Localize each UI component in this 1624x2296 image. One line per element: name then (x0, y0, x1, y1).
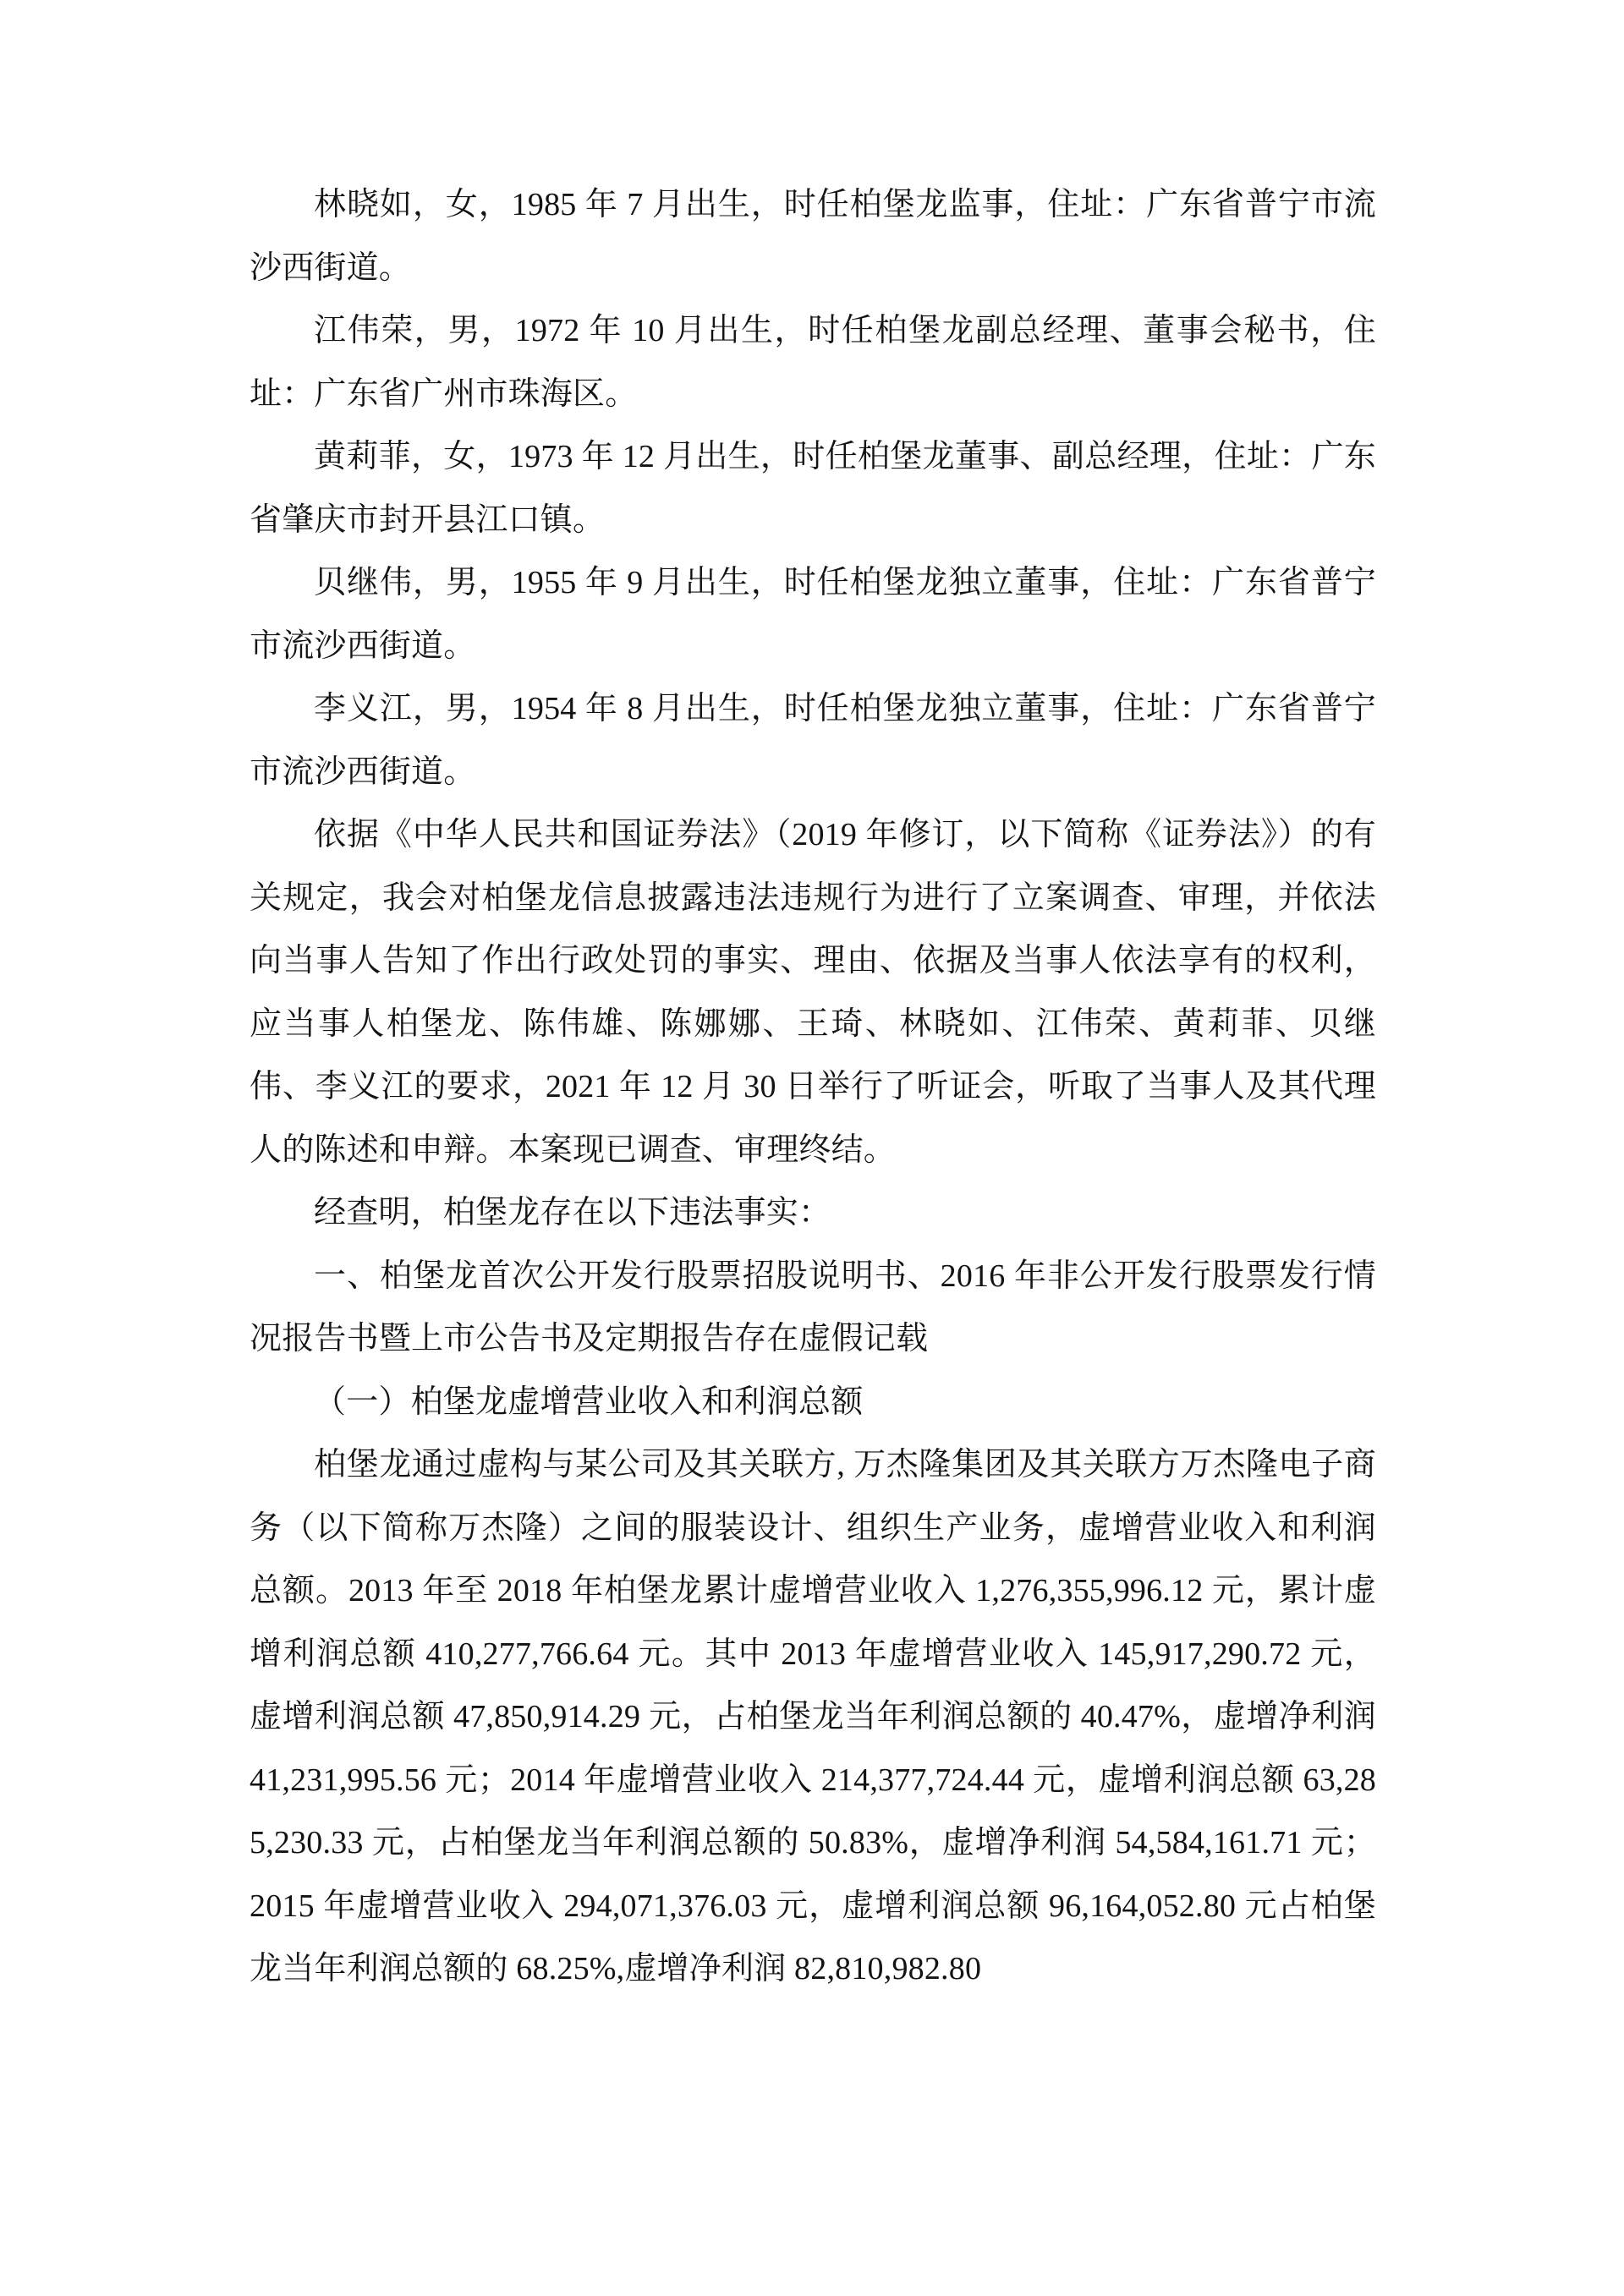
paragraph-legal-basis: 依据《中华人民共和国证券法》（2019 年修订，以下简称《证券法》）的有关规定，我会对柏堡龙信息披露违法违规行为进行了立案调查、审理，并依法向当事人告知了作出行政处罚的事实、理由、依据及当事人依法享有的权利，应当事人柏堡龙、陈伟雄、陈娜娜、王琦、林晓如、江伟荣、黄莉菲、贝继伟、李义江的要求，2021 年 12 月 30 日举行了听证会，听取了当事人及其代理人的陈述和申辩。本案现已调查、审理终结。 (250, 817, 1376, 1168)
paragraph-findings-intro: 经查明，柏堡龙存在以下违法事实： (314, 1195, 831, 1230)
paragraph-section-one-heading: 一、柏堡龙首次公开发行股票招股说明书、2016 年非公开发行股票发行情况报告书暨上市公告书及定期报告存在虚假记载 (250, 1258, 1376, 1356)
page-text-body (250, 173, 1376, 2001)
paragraph-inflation-detail: 柏堡龙通过虚构与某公司及其关联方, 万杰隆集团及其关联方万杰隆电子商务（以下简称万杰隆）之间的服装设计、组织生产业务，虚增营业收入和利润总额。2013 年至 2018 年柏堡龙累计虚增营业收入 1,276,355,996.12 元，累计虚增利润总额 410,277,766.64 元。其中 2013 年虚增营业收入 145,917,290.72 元，虚增利润总额 47,850,914.29 元，占柏堡龙当年利润总额的 40.47%，虚增净利润 41,231,995.56 元；2014 年虚增营业收入 214,377,724.44 元，虚增利润总额 63,285,230.33 元，占柏堡龙当年利润总额的 50.83%，虚增净利润 54,584,161.71 元；2015 年虚增营业收入 294,071,376.03 元，虚增利润总额 96,164,052.80 元占柏堡龙当年利润总额的 68.25%,虚增净利润 82,810,982.80 (250, 1447, 1376, 1986)
paragraph-subsection-one-heading: （一）柏堡龙虚增营业收入和利润总额 (314, 1384, 864, 1420)
paragraph-li-yijiang: 李义江，男，1954 年 8 月出生，时任柏堡龙独立董事，住址：广东省普宁市流沙西街道。 (250, 691, 1376, 790)
paragraph-huang-lifei: 黄莉菲，女，1973 年 12 月出生，时任柏堡龙董事、副总经理，住址：广东省肇庆市封开县江口镇。 (250, 439, 1376, 538)
paragraph-lin-xiaoru: 林晓如，女，1985 年 7 月出生，时任柏堡龙监事，住址：广东省普宁市流沙西街道。 (250, 187, 1376, 286)
paragraph-jiang-weirong: 江伟荣，男，1972 年 10 月出生，时任柏堡龙副总经理、董事会秘书，住址：广东省广州市珠海区。 (250, 313, 1376, 412)
paragraph-bei-jiwei: 贝继伟，男，1955 年 9 月出生，时任柏堡龙独立董事，住址：广东省普宁市流沙西街道。 (250, 565, 1376, 664)
